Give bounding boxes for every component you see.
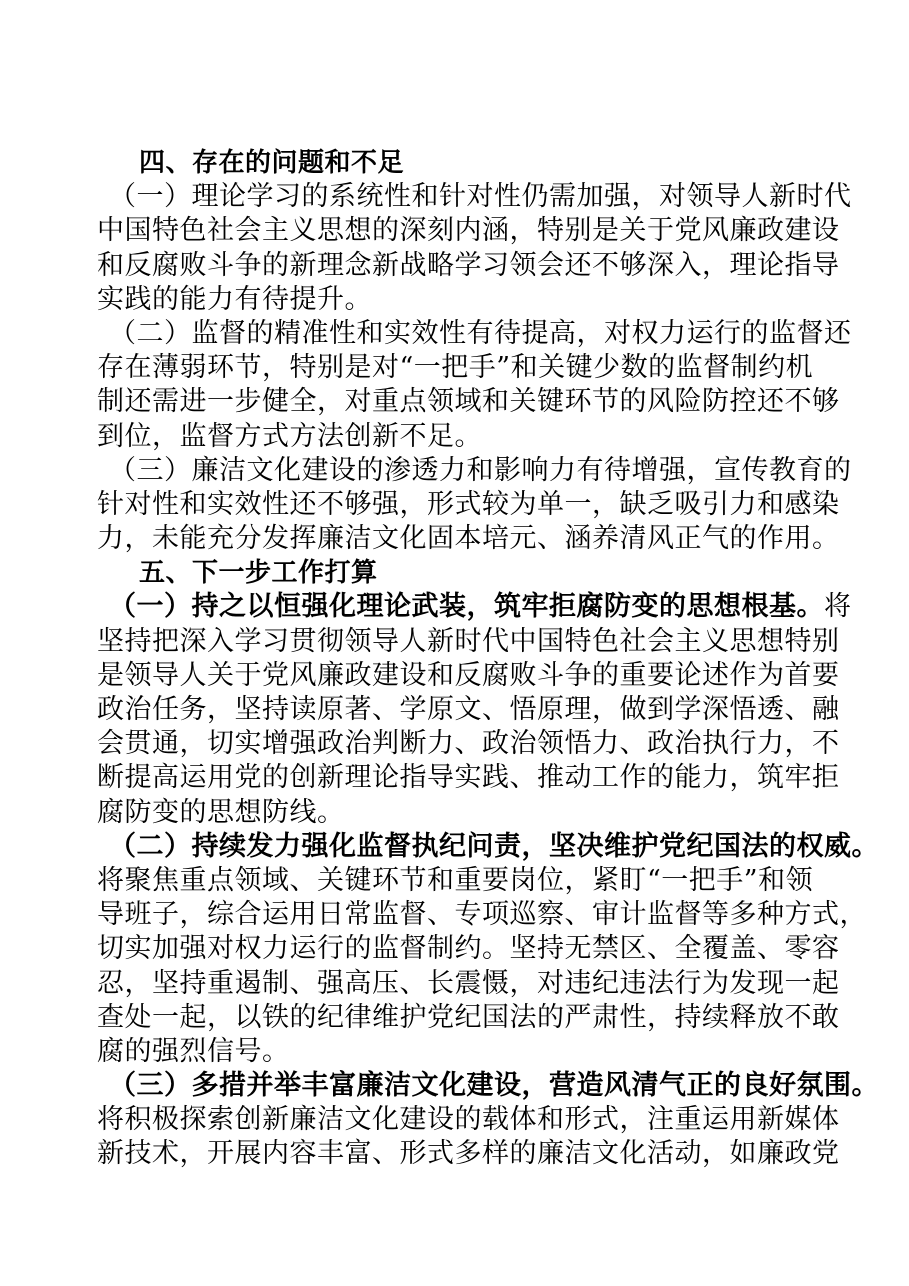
text-line: 到位，监督方式方法创新不足。 [97,420,482,452]
paragraph-problem-3 [97,454,852,557]
text-line: 导班子，综合运用日常监督、专项巡察、审计监督等多种方式， [97,899,867,931]
paragraph-lead: （二）持续发力强化监督执纪问责，坚决维护党纪国法的权威。 [109,830,879,862]
section-heading-next-steps: 五、下一步工作打算 [139,558,378,589]
text-line: 坚持把深入学习贯彻领导人新时代中国特色社会主义思想特别 [97,625,840,657]
text-line: 腐的强烈信号。 [97,1035,290,1067]
section-heading-problems: 四、存在的问题和不足 [139,148,405,178]
text-line: 制还需进一步健全，对重点领域和关键环节的风险防控还不够 [97,386,840,418]
text-line: 断提高运用党的创新理论指导实践、推动工作的能力，筑牢拒 [97,762,840,794]
text-line: （二）监督的精准性和实效性有待提高，对权力运行的监督还 [109,317,852,349]
text-line: 将聚焦重点领域、关键环节和重要岗位，紧盯“一把手”和领 [97,864,814,896]
text-line: 查处一起，以铁的纪律维护党纪国法的严肃性，持续释放不敢 [97,1001,840,1033]
text-line: 中国特色社会主义思想的深刻内涵，特别是关于党风廉政建设 [97,215,840,247]
paragraph-lead: （一）持之以恒强化理论武装，筑牢拒腐防变的思想根基。 [109,591,824,623]
paragraph-problem-1 [97,180,852,317]
text-line: 切实加强对权力运行的监督制约。坚持无禁区、全覆盖、零容 [97,933,840,965]
text-line: 腐防变的思想防线。 [97,796,345,828]
paragraph-plan-3 [97,1069,879,1172]
text-line: 针对性和实效性还不够强，形式较为单一，缺乏吸引力和感染 [97,488,840,520]
text-line: 是领导人关于党风廉政建设和反腐败斗争的重要论述作为首要 [97,659,840,691]
text-line: 力，未能充分发挥廉洁文化固本培元、涵养清风正气的作用。 [97,523,840,555]
text-line: （一）理论学习的系统性和针对性仍需加强，对领导人新时代 [109,181,852,213]
paragraph-plan-1 [97,590,852,829]
text-line: 政治任务，坚持读原著、学原文、悟原理，做到学深悟透、融 [97,694,840,725]
text-line: 忍，坚持重遏制、强高压、长震慑，对违纪违法行为发现一起 [97,967,840,999]
paragraph-lead: （三）多措并举丰富廉洁文化建设，营造风清气正的良好氛围。 [109,1070,879,1102]
document-body [97,146,879,1172]
paragraph-lead-rest: 将 [824,591,852,623]
text-line: 新技术，开展内容丰富、形式多样的廉洁文化活动，如廉政党 [97,1138,840,1170]
text-line: 会贯通，切实增强政治判断力、政治领悟力、政治执行力，不 [97,728,840,760]
text-line: 存在薄弱环节，特别是对“一把手”和关键少数的监督制约机 [97,352,814,384]
text-line: 实践的能力有待提升。 [97,283,372,315]
text-line [97,590,852,624]
paragraph-plan-2 [97,830,879,1069]
paragraph-problem-2 [97,317,852,454]
text-line: 将积极探索创新廉洁文化建设的载体和形式，注重运用新媒体 [97,1104,840,1136]
text-line: （三）廉洁文化建设的渗透力和影响力有待增强，宣传教育的 [109,454,852,486]
text-line: 和反腐败斗争的新理念新战略学习领会还不够深入，理论指导 [97,249,840,281]
